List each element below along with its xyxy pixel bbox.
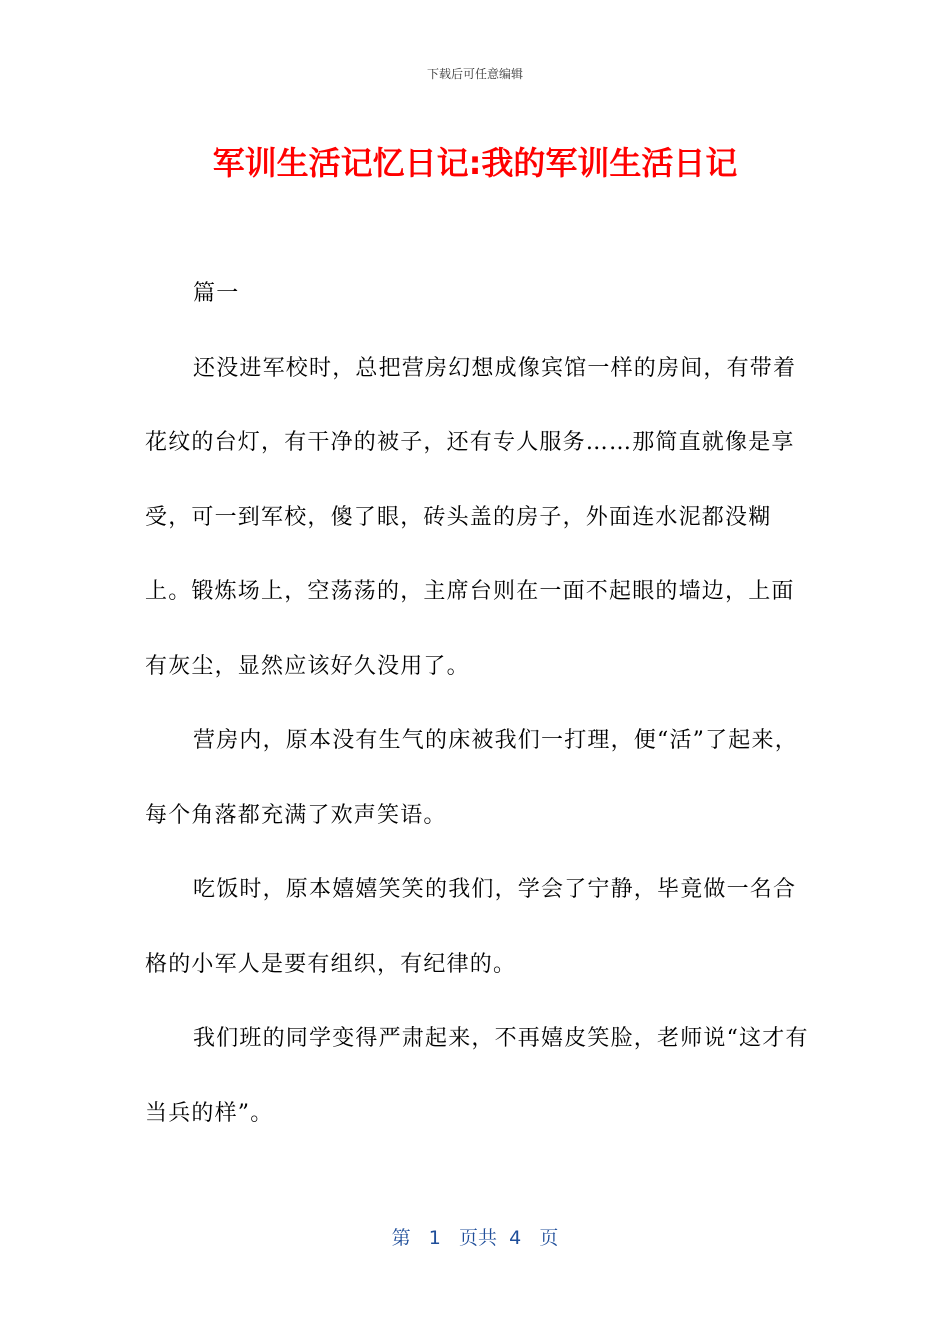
document-title: 军训生活记忆日记:我的军训生活日记 [212, 144, 738, 182]
current-page-number: 1 [428, 1227, 441, 1249]
total-pages-number: 4 [509, 1227, 522, 1249]
section-heading: 篇一 [193, 281, 240, 306]
body-paragraph: 吃饭时，原本嬉嬉笑笑的我们，学会了宁静，毕竟做一名合格的小军人是要有组织，有纪律的。 [145, 877, 797, 977]
body-paragraph: 营房内，原本没有生气的床被我们一打理，便“活”了起来，每个角落都充满了欢声笑语。 [145, 728, 798, 828]
page-header-note: 下载后可任意编辑 [426, 67, 523, 81]
page-footer [0, 1224, 950, 1252]
page-suffix: 页 [539, 1227, 559, 1249]
body-paragraph: 我们班的同学变得严肃起来，不再嬉皮笑脸，老师说“这才有当兵的样”。 [145, 1026, 809, 1126]
page-middle-text: 页共 [459, 1227, 498, 1249]
page-prefix: 第 [391, 1227, 411, 1249]
body-paragraph: 还没进军校时，总把营房幻想成像宾馆一样的房间，有带着花纹的台灯，有干净的被子，还有专人服务……那简直就像是享受，可一到军校，傻了眼，砖头盖的房子，外面连水泥都没糊上。锻炼场上，空荡荡的，主席台则在一面不起眼的墙边，上面有灰尘，显然应该好久没用了。 [145, 355, 797, 679]
document-body [145, 257, 810, 1151]
